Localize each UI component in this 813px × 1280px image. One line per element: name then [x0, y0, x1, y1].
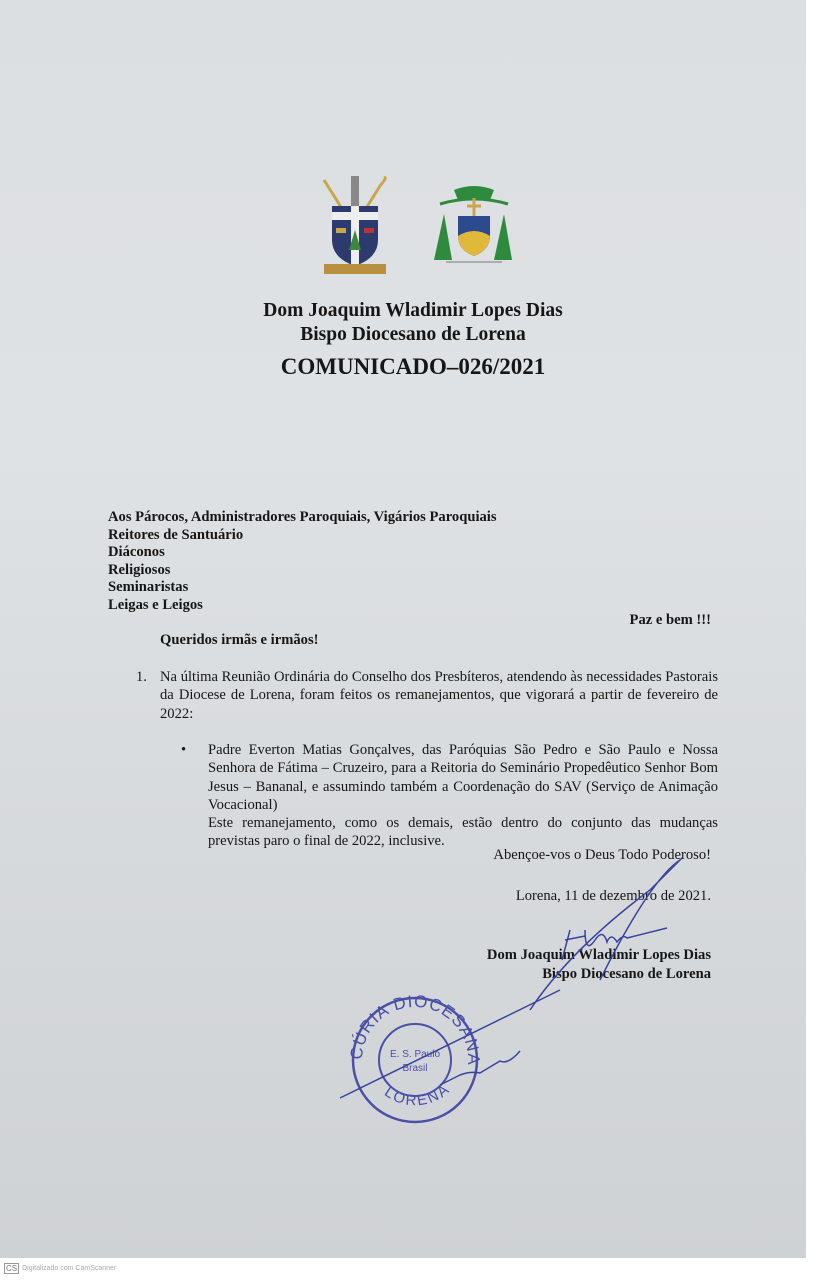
item-text: Na última Reunião Ordinária do Conselho dos Presbíteros, atendendo às necessidades Pastorais da Diocese de Lorena, foram feitos os remanejamentos, que vigorará a partir de fevereiro de 2022: [160, 669, 718, 722]
recipient: Reitores de Santuário [108, 526, 244, 543]
closing: Abençoe-vos o Deus Todo Poderoso! [493, 847, 711, 863]
stamp-bottom-text: LORENA [381, 1080, 454, 1110]
recipient: Leigas e Leigos [108, 596, 203, 613]
recipient: Religiosos [108, 561, 171, 578]
bullet-icon: • [181, 742, 187, 758]
greeting: Paz e bem !!! [629, 612, 711, 628]
stamp-center-1: E. S. Paulo [389, 1049, 441, 1060]
stamp-center-2: Brasil [402, 1063, 428, 1074]
coat-of-arms-left [318, 172, 392, 280]
scanner-text: Digitalizado com CamScanner [22, 1265, 117, 1272]
recipient: Aos Párocos, Administradores Paroquiais, Vigários Paroquiais [108, 509, 497, 525]
bullet-text: Padre Everton Matias Gonçalves, das Paróquias São Pedro e São Paulo e Nossa Senhora de Fátima – Cruzeiro, para a Reitoria do Seminário Propedêutico Senhor Bom Jesus – Bananal, e assumindo também a Coordenação do SAV (Serviço de Animação Vocacional) [208, 742, 718, 813]
signature-name: Dom Joaquim Wladimir Lopes Dias [486, 947, 711, 963]
bishop-name: Dom Joaquim Wladimir Lopes Dias [263, 300, 563, 321]
scanner-footer [4, 1263, 116, 1274]
item-number: 1. [136, 669, 147, 685]
signature-title: Bispo Diocesano de Lorena [542, 966, 711, 982]
recipients-list [108, 509, 497, 615]
bullet-note: Este remanejamento, como os demais, estão dentro do conjunto das mudanças previstas paro o final de 2022, inclusive. [208, 815, 718, 850]
document-id: COMUNICADO–026/2021 [280, 354, 546, 379]
bishop-title: Bispo Diocesano de Lorena [300, 324, 526, 345]
stamp-top-text: CÚRIA DIOCESANA [346, 991, 484, 1066]
recipient: Diáconos [108, 544, 165, 561]
salutation: Queridos irmãs e irmãos! [160, 632, 319, 648]
bullet-content [208, 741, 718, 851]
camscanner-icon: CS [6, 1264, 18, 1273]
coat-of-arms-right [432, 184, 516, 266]
handwritten-signature [330, 840, 730, 1110]
date-line: Lorena, 11 de dezembro de 2021. [515, 888, 711, 904]
recipient: Seminaristas [108, 579, 189, 596]
